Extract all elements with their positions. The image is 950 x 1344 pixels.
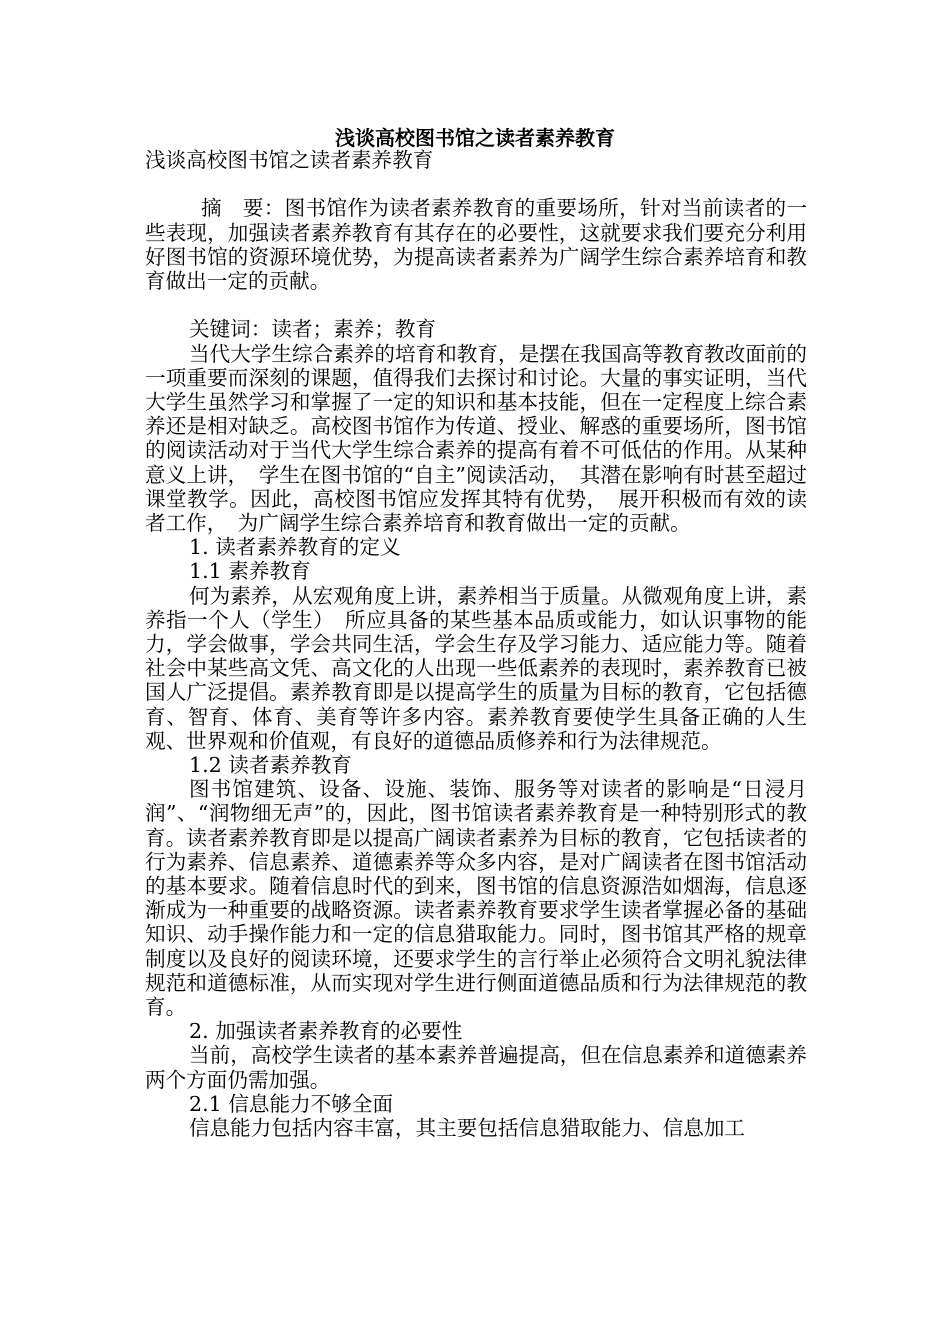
section-heading-1-2: 1.2 读者素养教育 — [189, 753, 352, 778]
keywords-line: 关键词：读者；素养；教育 — [189, 317, 437, 342]
document-subtitle: 浅谈高校图书馆之读者素养教育 — [145, 148, 434, 172]
document-title: 浅谈高校图书馆之读者素养教育 — [335, 126, 615, 150]
abstract-paragraph: 摘 要：图书馆作为读者素养教育的重要场所，针对当前读者的一些表现，加强读者素养教育有其存在的必要性，这就要求我们要充分利用好图书馆的资源环境优势，为提高读者素养为广阔学生综合素养培育和教育做出一定的贡献。 — [145, 196, 807, 293]
blank-line — [145, 293, 807, 317]
intro-paragraph: 当代大学生综合素养的培育和教育，是摆在我国高等教育教改面前的一项重要而深刻的课题，值得我们去探讨和讨论。大量的事实证明，当代大学生虽然学习和掌握了一定的知识和基本技能，但在一定程度上综合素养还是相对缺乏。高校图书馆作为传道、授业、解惑的重要场所，图书馆的阅读活动对于当代大学生综合素养的提高有着不可低估的作用。从某种意义上讲， 学生在图书馆的“自主”阅读活动， 其潜在影响有时甚至超过课堂教学。因此，高校图书馆应发挥其特有优势， 展开积极而有效的读者工作， 为广阔学生综合素养培育和教育做出一定的贡献。 — [145, 341, 807, 536]
section-heading-1-1: 1.1 素养教育 — [189, 559, 311, 584]
section-heading-1: 1. 读者素养教育的定义 — [189, 535, 401, 560]
section-1-2-paragraph: 图书馆建筑、设备、设施、装饰、服务等对读者的影响是“日浸月润”、“润物细无声”的，因此，图书馆读者素养教育是一种特别形式的教育。读者素养教育即是以提高广阔读者素养为目标的教育，它包括读者的行为素养、信息素养、道德素养等众多内容，是对广阔读者在图书馆活动的基本要求。随着信息时代的到来，图书馆的信息资源浩如烟海，信息逐渐成为一种重要的战略资源。读者素养教育要求学生读者掌握必备的基础知识、动手操作能力和一定的信息猎取能力。同时，图书馆其严格的规章制度以及良好的阅读环境，还要求学生的言行举止必须符合文明礼貌法律规范和道德标准，从而实现对学生进行侧面道德品质和行为法律规范的教育。 — [145, 777, 807, 1020]
section-heading-2: 2. 加强读者素养教育的必要性 — [189, 1019, 463, 1044]
section-heading-2-1: 2.1 信息能力不够全面 — [189, 1091, 394, 1116]
section-2-paragraph: 当前，高校学生读者的基本素养普遍提高，但在信息素养和道德素养两个方面仍需加强。 — [145, 1043, 807, 1092]
section-1-1-paragraph: 何为素养，从宏观角度上讲，素养相当于质量。从微观角度上讲，素养指一个人（学生） 所应具备的某些基本品质或能力，如认识事物的能力，学会做事，学会共同生活，学会生存及学习能力、适应能力等。随着社会中某些高文凭、高文化的人出现一些低素养的表现时，素养教育已被国人广泛提倡。素养教育即是以提高学生的质量为目标的教育，它包括德育、智育、体育、美育等许多内容。素养教育要使学生具备正确的人生观、世界观和价值观，有良好的道德品质修养和行为法律规范。 — [145, 583, 807, 753]
blank-line — [145, 172, 807, 196]
section-2-1-paragraph: 信息能力包括内容丰富，其主要包括信息猎取能力、信息加工 — [189, 1116, 746, 1141]
document-body — [145, 148, 807, 1140]
